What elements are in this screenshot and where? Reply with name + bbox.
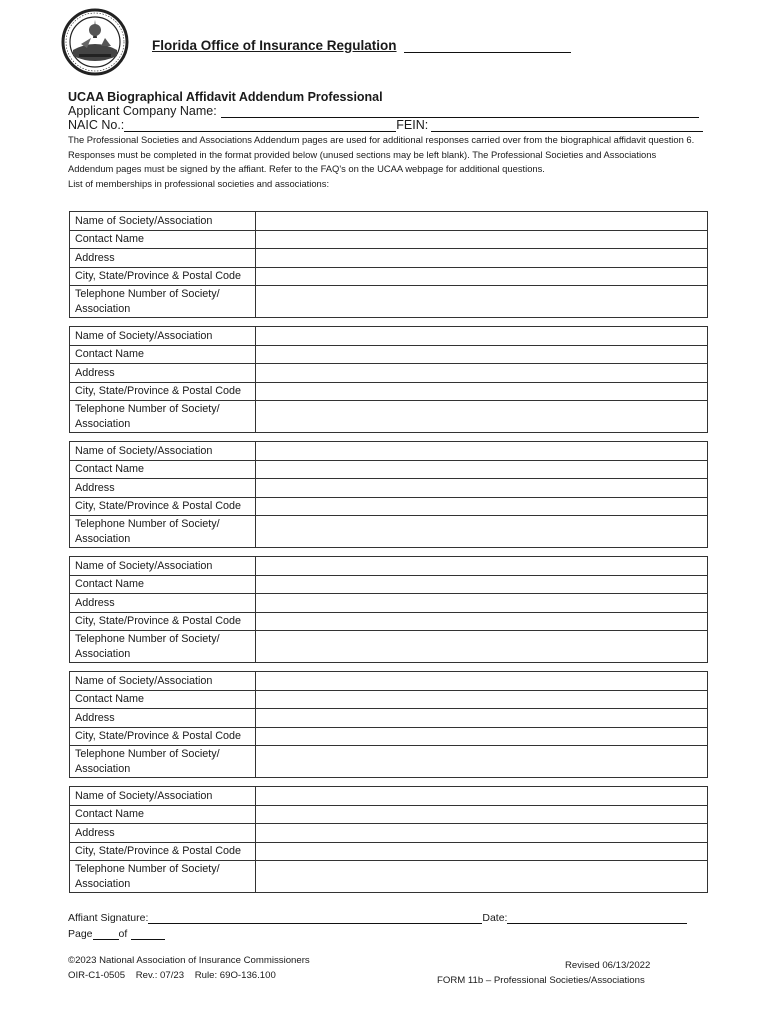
address-label: Address (70, 249, 256, 268)
society-block-1 (69, 211, 708, 318)
society-name-field[interactable] (256, 672, 708, 691)
affiant-signature-field[interactable] (148, 911, 482, 924)
city-label: City, State/Province & Postal Code (70, 842, 256, 861)
society-block-4 (69, 556, 708, 663)
society-name-label: Name of Society/Association (70, 442, 256, 461)
contact-name-label: Contact Name (70, 460, 256, 479)
telephone-label: Telephone Number of Society/ Association (70, 401, 256, 433)
address-label: Address (70, 824, 256, 843)
agency-underline (404, 52, 571, 53)
city-field[interactable] (256, 612, 708, 631)
address-label: Address (70, 479, 256, 498)
agency-name: Florida Office of Insurance Regulation (152, 38, 397, 53)
affiant-signature-label: Affiant Signature: (68, 912, 149, 924)
city-field[interactable] (256, 727, 708, 746)
telephone-label: Telephone Number of Society/ Association (70, 631, 256, 663)
society-name-label: Name of Society/Association (70, 787, 256, 806)
of-label: of (118, 928, 128, 940)
address-field[interactable] (256, 364, 708, 383)
applicant-company-row (68, 104, 699, 118)
telephone-field[interactable] (256, 746, 708, 778)
city-field[interactable] (256, 842, 708, 861)
contact-name-field[interactable] (256, 805, 708, 824)
society-block-3 (69, 441, 708, 548)
telephone-field[interactable] (256, 516, 708, 548)
list-intro: List of memberships in professional societies and associations: (68, 177, 330, 189)
florida-seal-icon (61, 8, 129, 76)
telephone-label: Telephone Number of Society/ Association (70, 516, 256, 548)
address-label: Address (70, 594, 256, 613)
society-name-field[interactable] (256, 212, 708, 231)
telephone-label: Telephone Number of Society/ Association (70, 746, 256, 778)
address-field[interactable] (256, 709, 708, 728)
contact-name-field[interactable] (256, 690, 708, 709)
revised-date: Revised 06/13/2022 (565, 960, 651, 971)
form-title: UCAA Biographical Affidavit Addendum Professional (68, 90, 383, 104)
naic-label: NAIC No.: (68, 118, 125, 132)
telephone-field[interactable] (256, 631, 708, 663)
contact-name-field[interactable] (256, 230, 708, 249)
contact-name-label: Contact Name (70, 345, 256, 364)
page-number-field[interactable] (93, 927, 119, 940)
contact-name-label: Contact Name (70, 690, 256, 709)
address-field[interactable] (256, 824, 708, 843)
society-name-field[interactable] (256, 787, 708, 806)
society-block-2 (69, 326, 708, 433)
contact-name-field[interactable] (256, 345, 708, 364)
city-field[interactable] (256, 497, 708, 516)
naic-fein-row (68, 118, 703, 132)
signature-row (68, 911, 687, 924)
page-total-field[interactable] (131, 927, 165, 940)
contact-name-field[interactable] (256, 575, 708, 594)
address-field[interactable] (256, 479, 708, 498)
copyright: ©2023 National Association of Insurance Commissioners (68, 955, 310, 966)
naic-field[interactable] (124, 119, 396, 132)
society-block-6 (69, 786, 708, 893)
contact-name-field[interactable] (256, 460, 708, 479)
address-label: Address (70, 364, 256, 383)
page-count-row (68, 927, 165, 940)
address-label: Address (70, 709, 256, 728)
city-label: City, State/Province & Postal Code (70, 382, 256, 401)
society-name-label: Name of Society/Association (70, 672, 256, 691)
contact-name-label: Contact Name (70, 575, 256, 594)
city-label: City, State/Province & Postal Code (70, 612, 256, 631)
society-name-label: Name of Society/Association (70, 557, 256, 576)
city-field[interactable] (256, 382, 708, 401)
address-field[interactable] (256, 249, 708, 268)
city-label: City, State/Province & Postal Code (70, 267, 256, 286)
date-field[interactable] (507, 911, 687, 924)
telephone-field[interactable] (256, 861, 708, 893)
city-label: City, State/Province & Postal Code (70, 497, 256, 516)
contact-name-label: Contact Name (70, 805, 256, 824)
society-block-5 (69, 671, 708, 778)
telephone-field[interactable] (256, 401, 708, 433)
applicant-company-label: Applicant Company Name: (68, 104, 217, 118)
date-label: Date: (482, 912, 508, 924)
form-id: OIR-C1-0505 Rev.: 07/23 Rule: 69O-136.100 (68, 970, 276, 981)
society-name-label: Name of Society/Association (70, 327, 256, 346)
page-label: Page (68, 928, 93, 940)
society-name-label: Name of Society/Association (70, 212, 256, 231)
address-field[interactable] (256, 594, 708, 613)
city-label: City, State/Province & Postal Code (70, 727, 256, 746)
contact-name-label: Contact Name (70, 230, 256, 249)
applicant-company-field[interactable] (221, 105, 699, 118)
telephone-label: Telephone Number of Society/ Association (70, 286, 256, 318)
fein-field[interactable] (431, 119, 703, 132)
telephone-field[interactable] (256, 286, 708, 318)
society-name-field[interactable] (256, 442, 708, 461)
telephone-label: Telephone Number of Society/ Association (70, 861, 256, 893)
society-name-field[interactable] (256, 557, 708, 576)
city-field[interactable] (256, 267, 708, 286)
instructions (68, 133, 696, 191)
fein-label: FEIN: (396, 118, 429, 132)
society-name-field[interactable] (256, 327, 708, 346)
instructions-text: The Professional Societies and Associations Addendum pages are used for additional responses carried over from the biographical affidavit question 6. Responses must be completed in the format provided below (unused sections may be left blank). The Professional Societies and Associations Addendum pages must be signed by the affiant. Refer to the FAQ's on the UCAA webpage for additional questions. (68, 134, 695, 174)
form-name: FORM 11b – Professional Societies/Associations (437, 975, 645, 986)
